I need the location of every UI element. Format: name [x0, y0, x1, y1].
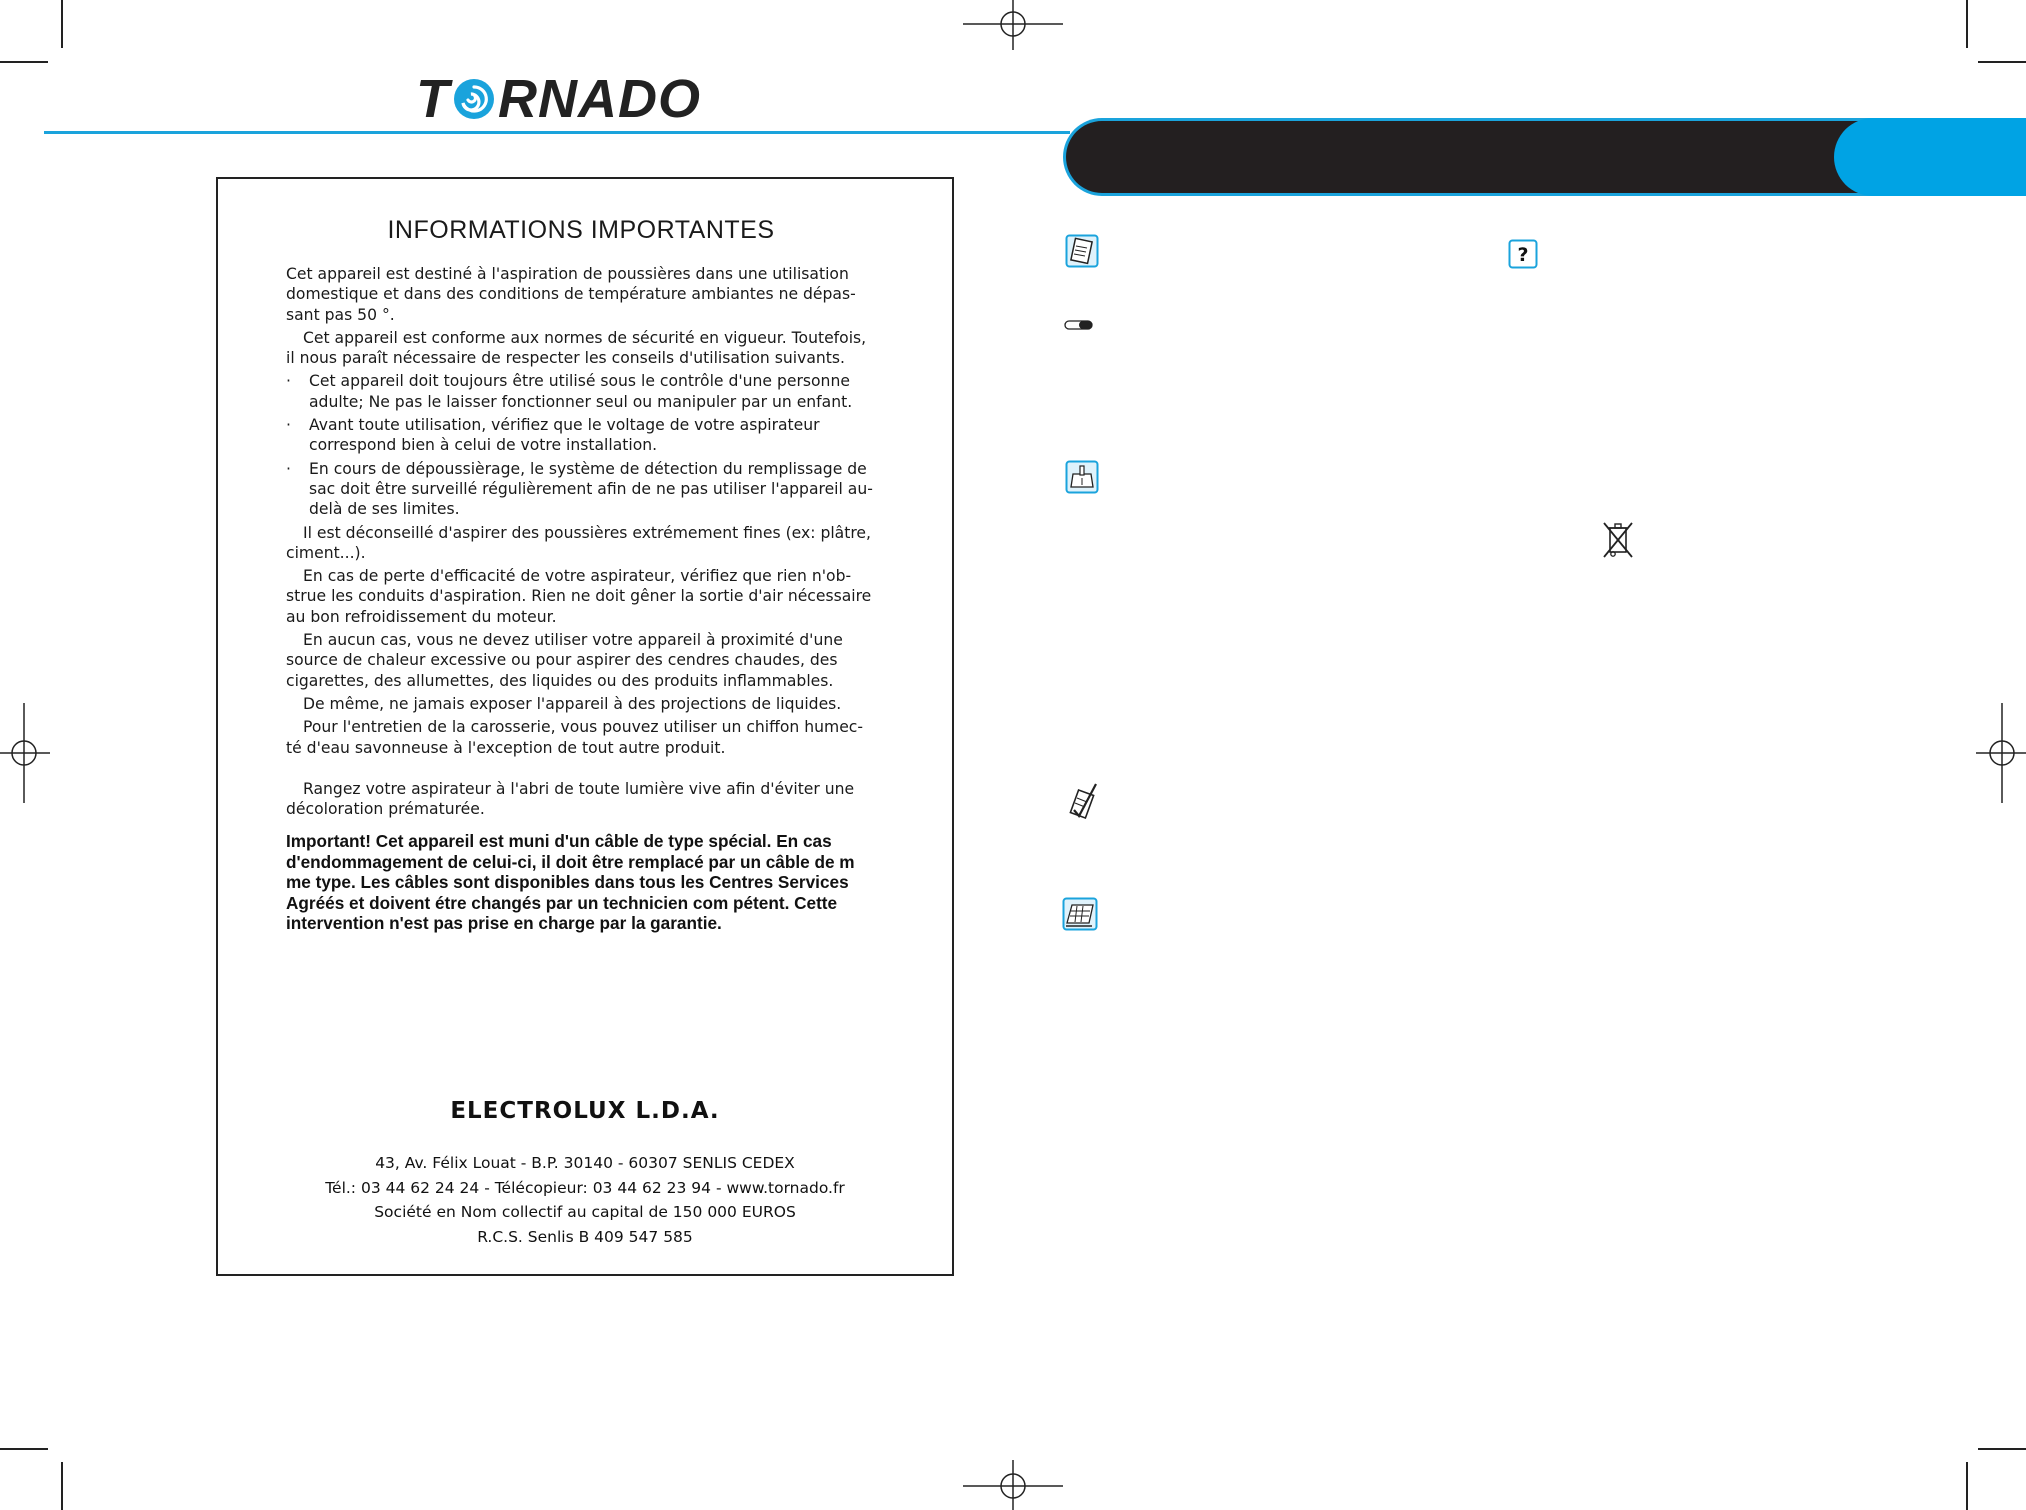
- company-capital: Société en Nom collectif au capital de 150 000 EUROS: [374, 1203, 796, 1221]
- notice-paragraph: De même, ne jamais exposer l'appareil à des projections de liquides.: [303, 694, 842, 713]
- svg-text:?: ?: [1517, 244, 1529, 266]
- company-rcs: R.C.S. Senlis B 409 547 585: [477, 1227, 693, 1246]
- dustbag-icon: [1065, 460, 1099, 494]
- company-name: ELECTROLUX L.D.A.: [450, 1098, 720, 1124]
- notice-intro: Cet appareil est destiné à l'aspiration de poussières dans une utilisation domestique et dans des conditions de température ambiantes ne dépas-sant pas 50 °.: [286, 265, 856, 324]
- notice-conformity: Cet appareil est conforme aux normes de sécurité en vigueur. Toutefois, il nous paraît nécessaire de respecter les conseils d'utilisation suivants.: [286, 328, 867, 368]
- list-item: · Avant toute utilisation, vérifiez que le voltage de votre aspirateur correspond bien à celui de votre installation.: [286, 416, 820, 455]
- logo-text-prefix: T: [416, 69, 450, 129]
- checklist-icon: [1066, 780, 1100, 822]
- notice-title: INFORMATIONS IMPORTANTES: [387, 216, 775, 244]
- company-address-block: [216, 1151, 954, 1249]
- keyboard-icon: [1062, 897, 1098, 931]
- swirl-logo-icon: [452, 77, 496, 121]
- registration-mark-top: [963, 0, 1063, 50]
- registration-mark-left: [0, 703, 50, 803]
- manual-icon: [1065, 234, 1099, 268]
- header-rule: [44, 131, 1070, 134]
- logo-text-suffix: RNADO: [498, 69, 701, 129]
- notice-content: [286, 216, 876, 934]
- notice-paragraph: En cas de perte d'efficacité de votre aspirateur, vérifiez que rien n'ob-strue les conduits d'aspiration. Rien ne doit gêner la sortie d'air nécessaire au bon refroidissement du moteur.: [286, 567, 872, 626]
- registration-mark-bottom: [963, 1460, 1063, 1510]
- help-question-icon: [1508, 239, 1538, 269]
- list-item: · Cet appareil doit toujours être utilisé sous le contrôle d'une personne adulte; Ne pas le laisser fonctionner seul ou manipuler par un enfant.: [286, 372, 853, 411]
- notice-storage: Rangez votre aspirateur à l'abri de toute lumière vive afin d'éviter une décoloration prématurée.: [286, 779, 855, 819]
- notice-paragraph: Il est déconseillé d'aspirer des poussières extrémement fines (ex: plâtre, ciment...).: [286, 523, 871, 562]
- notice-paragraph: En aucun cas, vous ne devez utiliser votre appareil à proximité d'une source de chaleur excessive ou pour aspirer des cendres chaudes, des cigarettes, des allumettes, des liquides ou des produits inflammables.: [286, 631, 843, 690]
- weee-crossed-bin-icon: [1601, 520, 1635, 560]
- company-address: 43, Av. Félix Louat - B.P. 30140 - 60307 SENLIS CEDEX: [375, 1154, 795, 1172]
- notice-important-warning: Important! Cet appareil est muni d'un câble de type spécial. En cas d'endommagement de celui-ci, il doit être remplacé par un câble de m me type. Les câbles sont disponibles dans tous les Centres Services Agréés et doivent étre changés par un technicien com pétent. Cette intervention n'est pas prise en charge par la garantie.: [286, 831, 855, 934]
- list-item: · En cours de dépoussièrage, le système de détection du remplissage de sac doit être surveillé régulièrement afin de ne pas utiliser l'appareil au-delà de ses limites.: [286, 459, 873, 519]
- page-tab: [1834, 118, 2026, 196]
- tornado-logo: [416, 68, 701, 130]
- notice-bullets: [286, 371, 876, 519]
- registration-mark-right: [1976, 703, 2026, 803]
- switch-icon: [1064, 319, 1094, 331]
- notice-paragraph: Pour l'entretien de la carosserie, vous pouvez utiliser un chiffon humec-té d'eau savonneuse à l'exception de tout autre produit.: [286, 718, 864, 757]
- company-phone: Tél.: 03 44 62 24 24 - Télécopieur: 03 44 62 23 94 - www.tornado.fr: [325, 1178, 845, 1197]
